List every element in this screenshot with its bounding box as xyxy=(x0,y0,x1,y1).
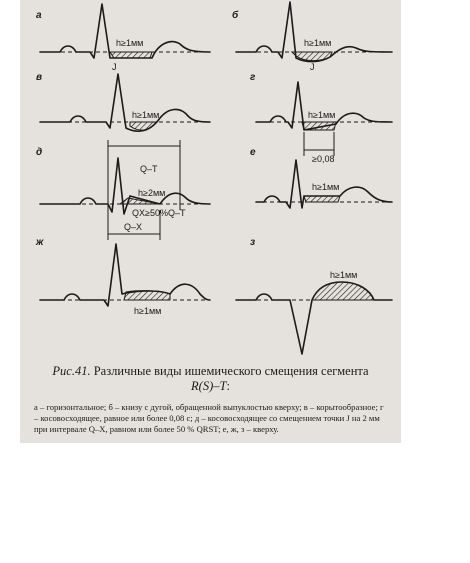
label-point-j: J xyxy=(112,62,117,72)
panel-d xyxy=(250,72,392,164)
st-depression-area xyxy=(110,52,152,58)
panel-g xyxy=(35,237,210,316)
label-qt: Q–T xyxy=(140,164,158,174)
panel-label-b: б xyxy=(232,10,239,21)
st-elevation-area xyxy=(304,196,340,202)
label-h1mm: h≥1мм xyxy=(312,182,340,192)
caption-figure-number: Рис.41. xyxy=(52,364,91,378)
ecg-trace xyxy=(40,74,210,131)
figure-caption xyxy=(20,364,401,435)
caption-title-text: Различные виды ишемического смещения сегмента xyxy=(90,364,369,378)
panel-a xyxy=(36,4,210,72)
panel-label-h: з xyxy=(250,237,256,248)
label-qx-ratio: QX≥50%Q–T xyxy=(132,208,186,218)
label-qx: Q–X xyxy=(124,222,143,232)
label-h1mm: h≥1мм xyxy=(308,110,336,120)
ecg-trace xyxy=(40,158,210,214)
label-h1mm: h≥1мм xyxy=(116,38,144,48)
panel-label-g: ж xyxy=(36,237,44,248)
st-elevation-area xyxy=(312,282,374,300)
label-h1mm: h≥1мм xyxy=(304,38,332,48)
panel-e xyxy=(36,140,210,240)
label-h1mm: h≥1мм xyxy=(134,306,162,316)
scanned-figure xyxy=(20,0,401,443)
ecg-trace xyxy=(40,4,210,58)
ecg-diagram xyxy=(20,0,401,360)
label-h2mm: h≥2мм xyxy=(138,188,166,198)
ecg-trace xyxy=(236,282,392,354)
panel-label-d: г xyxy=(250,72,256,83)
label-point-j: J xyxy=(310,62,315,72)
caption-title xyxy=(20,364,401,394)
panel-b xyxy=(232,2,392,72)
caption-description: а – горизонтальное; б – книзу с дугой, обращенной выпуклостью кверху; в – корытообразное; г – косовосходящее, равное или более 0,08 с; д – косовосходящее со смещением точки J на 2 мм при интервале Q–X, равном или более 50 % QRST; е, ж, з – кверху. xyxy=(34,402,384,434)
caption-segment-name: R(S)–T xyxy=(191,379,227,393)
label-duration: ≥0,08 xyxy=(312,154,335,164)
label-h1mm: h≥1мм xyxy=(330,270,358,280)
panel-label-a: а xyxy=(36,10,42,21)
panel-label-f: е xyxy=(250,147,256,158)
panel-label-e: д xyxy=(36,147,43,158)
panel-h xyxy=(236,237,392,354)
panel-c xyxy=(36,72,210,131)
label-h1mm: h≥1мм xyxy=(132,110,160,120)
panel-label-c: в xyxy=(36,72,43,83)
caption-title-colon: : xyxy=(226,379,230,393)
